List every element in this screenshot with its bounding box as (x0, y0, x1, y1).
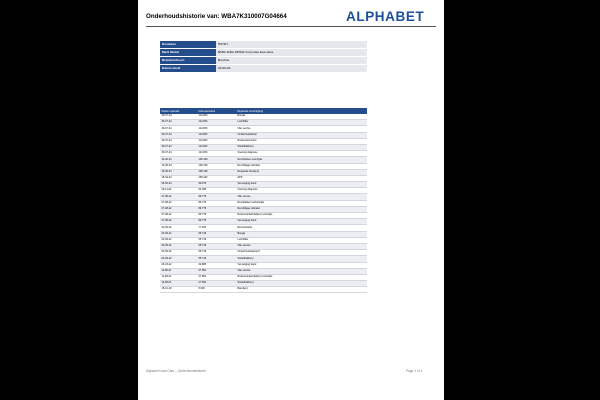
footer-text: Alphabet Lead Care – Onderhoudshistorie (146, 369, 206, 373)
repair-description: Bougie (236, 114, 367, 120)
repair-description: Vervanging band (236, 219, 367, 225)
repair-date: 07-08-22 (160, 219, 197, 225)
repair-description: Vervanging band (236, 262, 367, 268)
repair-date: 11-08-21 (160, 281, 197, 287)
info-value: BMW 118iA 185kW Corporate Executive (216, 49, 367, 57)
repair-date: 07-08-22 (160, 206, 197, 212)
mileage: 114.963 (197, 138, 236, 144)
repair-date: 07-08-22 (160, 200, 197, 206)
repair-description: Band(en) (236, 287, 367, 293)
repair-date: 30-07-24 (160, 114, 197, 120)
repair-date: 06-02-24 (160, 182, 197, 188)
document-page (138, 0, 444, 400)
header-divider (146, 26, 436, 27)
maintenance-history-table (160, 108, 367, 293)
repair-description: Bougie (236, 231, 367, 237)
mileage: 108.129 (197, 169, 236, 175)
history-rows (160, 114, 367, 293)
info-value: 03-06-20 (216, 65, 367, 73)
repair-date: 30-07-24 (160, 132, 197, 138)
repair-description: Ruitenreinderblad(en) voorzijde (236, 274, 367, 280)
column-header-description: Reparatie omschrijving (236, 108, 367, 114)
repair-date: 30-07-24 (160, 120, 197, 126)
mileage: 108.129 (197, 157, 236, 163)
repair-description: Reparatie band(en) (236, 169, 367, 175)
repair-description: Stookfbakhen) (236, 281, 367, 287)
info-label: Kenteken (160, 41, 216, 49)
repair-date: 02-05-22 (160, 225, 197, 231)
repair-date: 30-07-24 (160, 138, 197, 144)
info-value: Benzine (216, 57, 367, 65)
repair-date: 11-08-21 (160, 268, 197, 274)
repair-date: 16-04-24 (160, 175, 197, 181)
info-label: Merk Model (160, 49, 216, 57)
repair-description: Ruitenreinderblad(en) voorzijde (236, 213, 367, 219)
mileage: 94.385 (197, 188, 236, 194)
mileage: 89.779 (197, 194, 236, 200)
table-row (160, 287, 367, 293)
repair-description: Vervanging band (236, 182, 367, 188)
mileage: 55.719 (197, 256, 236, 262)
info-row-kenteken (160, 41, 367, 49)
info-label: Datum deel1 (160, 65, 216, 73)
alphabet-logo: ALPHABET (346, 9, 425, 24)
repair-description: Luchtfilter (236, 237, 367, 243)
repair-description: Stookfbakhen) (236, 256, 367, 262)
mileage: 55.719 (197, 250, 236, 256)
mileage: 114.963 (197, 132, 236, 138)
repair-date: 11-08-21 (160, 274, 197, 280)
info-value: H572H (216, 41, 367, 49)
mileage: 89.779 (197, 206, 236, 212)
mileage: 27.891 (197, 274, 236, 280)
repair-date: 15-10-20 (160, 287, 197, 293)
repair-description: Remblokken achterzijde (236, 200, 367, 206)
mileage: 89.779 (197, 219, 236, 225)
document-title: Onderhoudshistorie van: WBA7K310007G04664 (146, 13, 287, 20)
repair-date: 03-09-22 (160, 243, 197, 249)
repair-description: APK (236, 175, 367, 181)
page-number: Page 1 of 1 (406, 369, 423, 373)
repair-date: 30-07-24 (160, 144, 197, 150)
repair-date: 30-07-24 (160, 151, 197, 157)
mileage: 5.000 (197, 287, 236, 293)
repair-description: Olie service (236, 243, 367, 249)
info-row-brandstofsoort (160, 57, 367, 65)
mileage: 114.963 (197, 114, 236, 120)
column-header-date: Datum reparatie (160, 108, 197, 114)
repair-date: 07-08-22 (160, 213, 197, 219)
mileage: 55.719 (197, 231, 236, 237)
info-row-merk-model (160, 49, 367, 57)
repair-date: 23-03-22 (160, 262, 197, 268)
mileage: 55.719 (197, 243, 236, 249)
info-row-datum-deel1 (160, 65, 367, 73)
repair-date: 03-09-22 (160, 231, 197, 237)
repair-description: Olie service (236, 268, 367, 274)
repair-date: 13-06-34 (160, 163, 197, 169)
info-label: Brandstofsoort (160, 57, 216, 65)
mileage: 27.891 (197, 281, 236, 287)
repair-date: 03-09-22 (160, 256, 197, 262)
repair-description: Ruitensreinmotor (236, 138, 367, 144)
mileage: 105.222 (197, 175, 236, 181)
mileage: 42.883 (197, 262, 236, 268)
repair-description: Olie service (236, 126, 367, 132)
mileage: 114.963 (197, 151, 236, 157)
mileage: 114.963 (197, 126, 236, 132)
mileage: 89.779 (197, 213, 236, 219)
repair-date: 30-07-24 (160, 126, 197, 132)
repair-description: Remblokken voorzijde (236, 157, 367, 163)
vehicle-info-table (160, 41, 367, 73)
mileage: 27.891 (197, 268, 236, 274)
repair-date: 07-08-22 (160, 194, 197, 200)
mileage: 89.779 (197, 200, 236, 206)
repair-date: 03-09-22 (160, 237, 197, 243)
mileage: 77.000 (197, 225, 236, 231)
repair-description: Onderhoudsboe(i (236, 132, 367, 138)
repair-description: Remdlijage indicator (236, 206, 367, 212)
mileage: 114.963 (197, 144, 236, 150)
repair-description: Remdlijage indicator (236, 163, 367, 169)
repair-date: 13-06-34 (160, 157, 197, 163)
mileage: 55.719 (197, 237, 236, 243)
repair-description: Stookfbakhen) (236, 144, 367, 150)
repair-description: Voertuig diagnose (236, 188, 367, 194)
repair-date: 03-09-22 (160, 250, 197, 256)
column-header-mileage: Kilometerstand (197, 108, 236, 114)
repair-description: Luchtfilter (236, 120, 367, 126)
repair-description: Voertuig diagnose (236, 151, 367, 157)
repair-description: Onderhoudsadvies? (236, 250, 367, 256)
mileage: 114.963 (197, 120, 236, 126)
repair-date: 13-06-34 (160, 169, 197, 175)
mileage: 99.275 (197, 182, 236, 188)
repair-description: Olie service (236, 194, 367, 200)
repair-date: 20-11-22 (160, 188, 197, 194)
repair-description: Remvloeistof (236, 225, 367, 231)
mileage: 108.129 (197, 163, 236, 169)
